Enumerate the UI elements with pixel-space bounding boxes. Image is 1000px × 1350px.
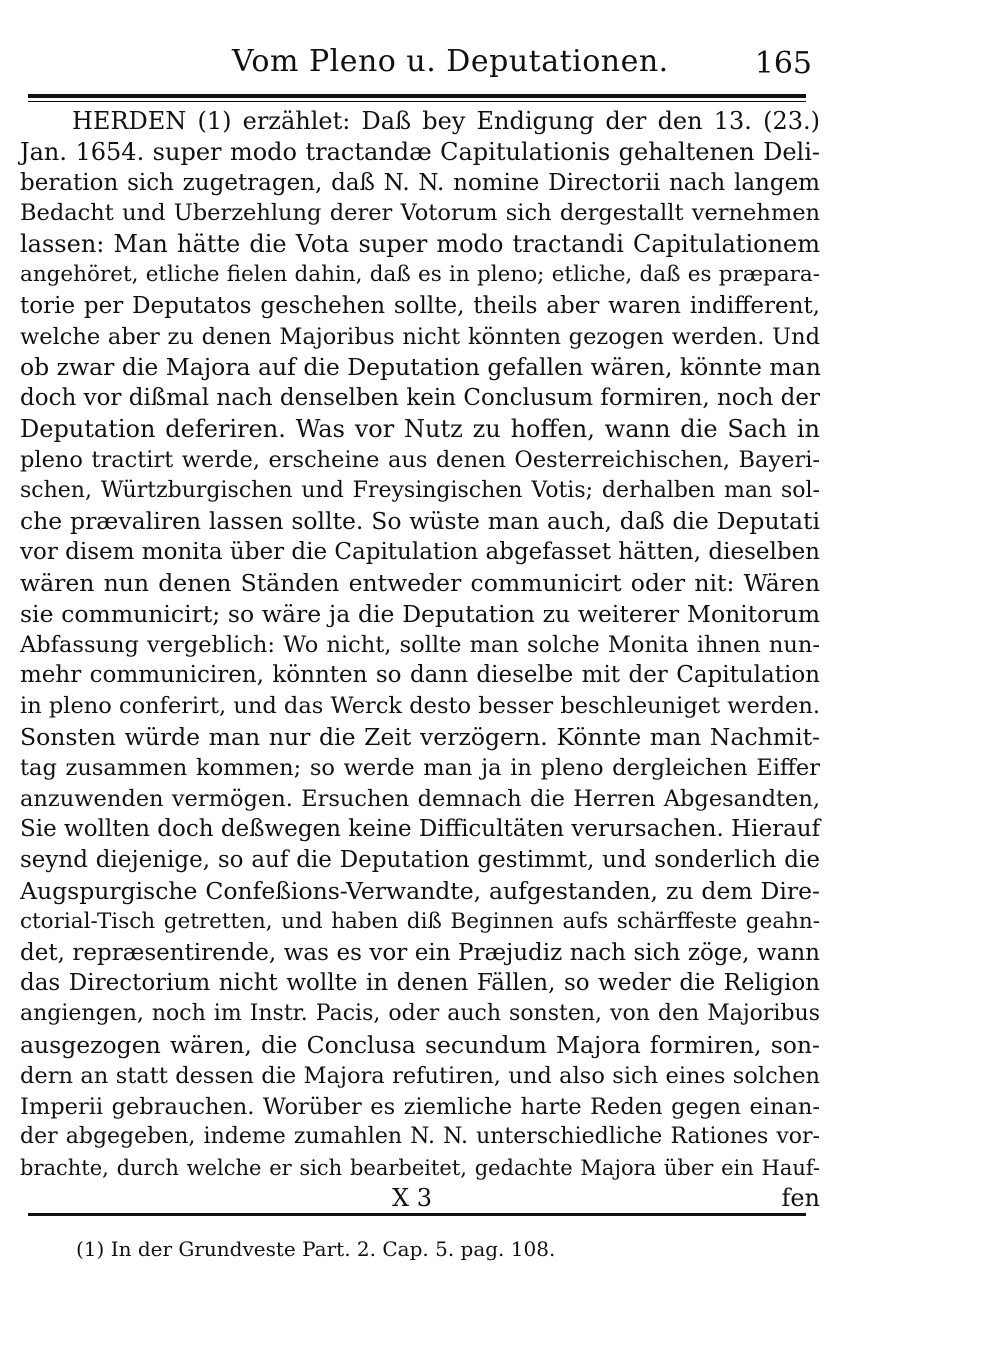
- text-line: Sie wollten doch deßwegen keine Difficultäten verursachen. Hierauf: [20, 816, 821, 843]
- text-line: der abgegeben, indeme zumahlen N. N. unterschiedliche Rationes vor-: [20, 1124, 820, 1150]
- text-line: dern an statt dessen die Majora refutiren, und also sich eines solchen: [20, 1062, 820, 1089]
- text-line: angehöret, etliche fielen dahin, daß es in pleno; etliche, daß es præpara-: [20, 261, 820, 287]
- text-line: torie per Deputatos geschehen sollte, theils aber waren indifferent,: [20, 292, 820, 319]
- text-line: anzuwenden vermögen. Ersuchen demnach die Herren Abgesandten,: [20, 785, 820, 812]
- text-line: doch vor dißmal nach denselben kein Conclusum formiren, noch der: [20, 385, 820, 412]
- text-line: Sonsten würde man nur die Zeit verzögern. Könnte man Nachmit-: [20, 722, 820, 751]
- running-title: Vom Pleno u. Deputationen.: [232, 44, 669, 79]
- text-line: Bedacht und Uberzehlung derer Votorum sich dergestallt vernehmen: [20, 200, 820, 227]
- body-text: [20, 106, 820, 1184]
- text-line: welche aber zu denen Majoribus nicht könnten gezogen werden. Und: [20, 323, 820, 350]
- text-line: ausgezogen wären, die Conclusa secundum Majora formiren, son-: [20, 1030, 820, 1059]
- text-line: brachte, durch welche er sich bearbeitet, gedachte Majora über ein Hauf-: [20, 1156, 820, 1181]
- text-line: ob zwar die Majora auf die Deputation gefallen wären, könnte man: [20, 353, 821, 382]
- text-line: wären nun denen Ständen entweder communicirt oder nit: Wären: [20, 568, 820, 597]
- text-line: seynd diejenige, so auf die Deputation gestimmt, und sonderlich die: [20, 847, 820, 874]
- text-line: ctorial-Tisch getretten, und haben diß Beginnen aufs schärffeste geahn-: [20, 908, 820, 934]
- text-line: angiengen, noch im Instr. Pacis, oder auch sonsten, von den Majoribus: [20, 1001, 820, 1027]
- header-rule: [28, 94, 806, 98]
- text-line: lassen: Man hätte die Vota super modo tractandi Capitulationem: [20, 230, 820, 259]
- text-line: das Directorium nicht wollte in denen Fällen, so weder die Religion: [20, 970, 820, 997]
- running-head: [232, 40, 812, 90]
- text-line: vor disem monita über die Capitulation abgefasset hätten, dieselben: [20, 539, 820, 566]
- text-line: Jan. 1654. super modo tractandæ Capitulationis gehaltenen Deli-: [20, 137, 820, 166]
- catchline: [20, 1183, 820, 1213]
- text-line: det, repræsentirende, was es vor ein Præjudiz nach sich zöge, wann: [20, 939, 820, 966]
- text-line: Imperii gebrauchen. Worüber es ziemliche harte Reden gegen einan-: [20, 1093, 820, 1120]
- footnote: (1) In der Grundveste Part. 2. Cap. 5. pag. 108.: [76, 1237, 556, 1261]
- header-rule-thin: [28, 101, 806, 102]
- catchword: fen: [781, 1184, 820, 1212]
- text-line: beration sich zugetragen, daß N. N. nomine Directorii nach langem: [20, 169, 820, 196]
- text-line: Deputation deferiren. Was vor Nutz zu hoffen, wann die Sach in: [20, 414, 820, 443]
- text-line: sie communicirt; so wäre ja die Deputation zu weiterer Monitorum: [20, 599, 820, 628]
- text-line: tag zusammen kommen; so werde man ja in pleno dergleichen Eiffer: [20, 754, 820, 781]
- text-line: che prævaliren lassen sollte. So wüste man auch, daß die Deputati: [20, 507, 820, 536]
- signature-mark: X 3: [392, 1184, 432, 1212]
- text-line: HERDEN (1) erzählet: Daß bey Endigung der den 13. (23.): [72, 107, 820, 135]
- text-line: pleno tractirt werde, erscheine aus denen Oesterreichischen, Bayeri-: [20, 446, 820, 473]
- text-line: in pleno conferirt, und das Werck desto besser beschleuniget werden.: [20, 693, 820, 720]
- text-line: Abfassung vergeblich: Wo nicht, sollte man solche Monita ihnen nun-: [20, 631, 820, 658]
- footnote-rule: [28, 1213, 806, 1216]
- page-number: 165: [754, 46, 812, 81]
- text-line: Augspurgische Confeßions-Verwandte, aufgestanden, zu dem Dire-: [20, 876, 820, 905]
- text-line: mehr communiciren, könnten so dann dieselbe mit der Capitulation: [20, 662, 820, 689]
- text-line: schen, Würtzburgischen und Freysingischen Votis; derhalben man sol-: [20, 477, 820, 503]
